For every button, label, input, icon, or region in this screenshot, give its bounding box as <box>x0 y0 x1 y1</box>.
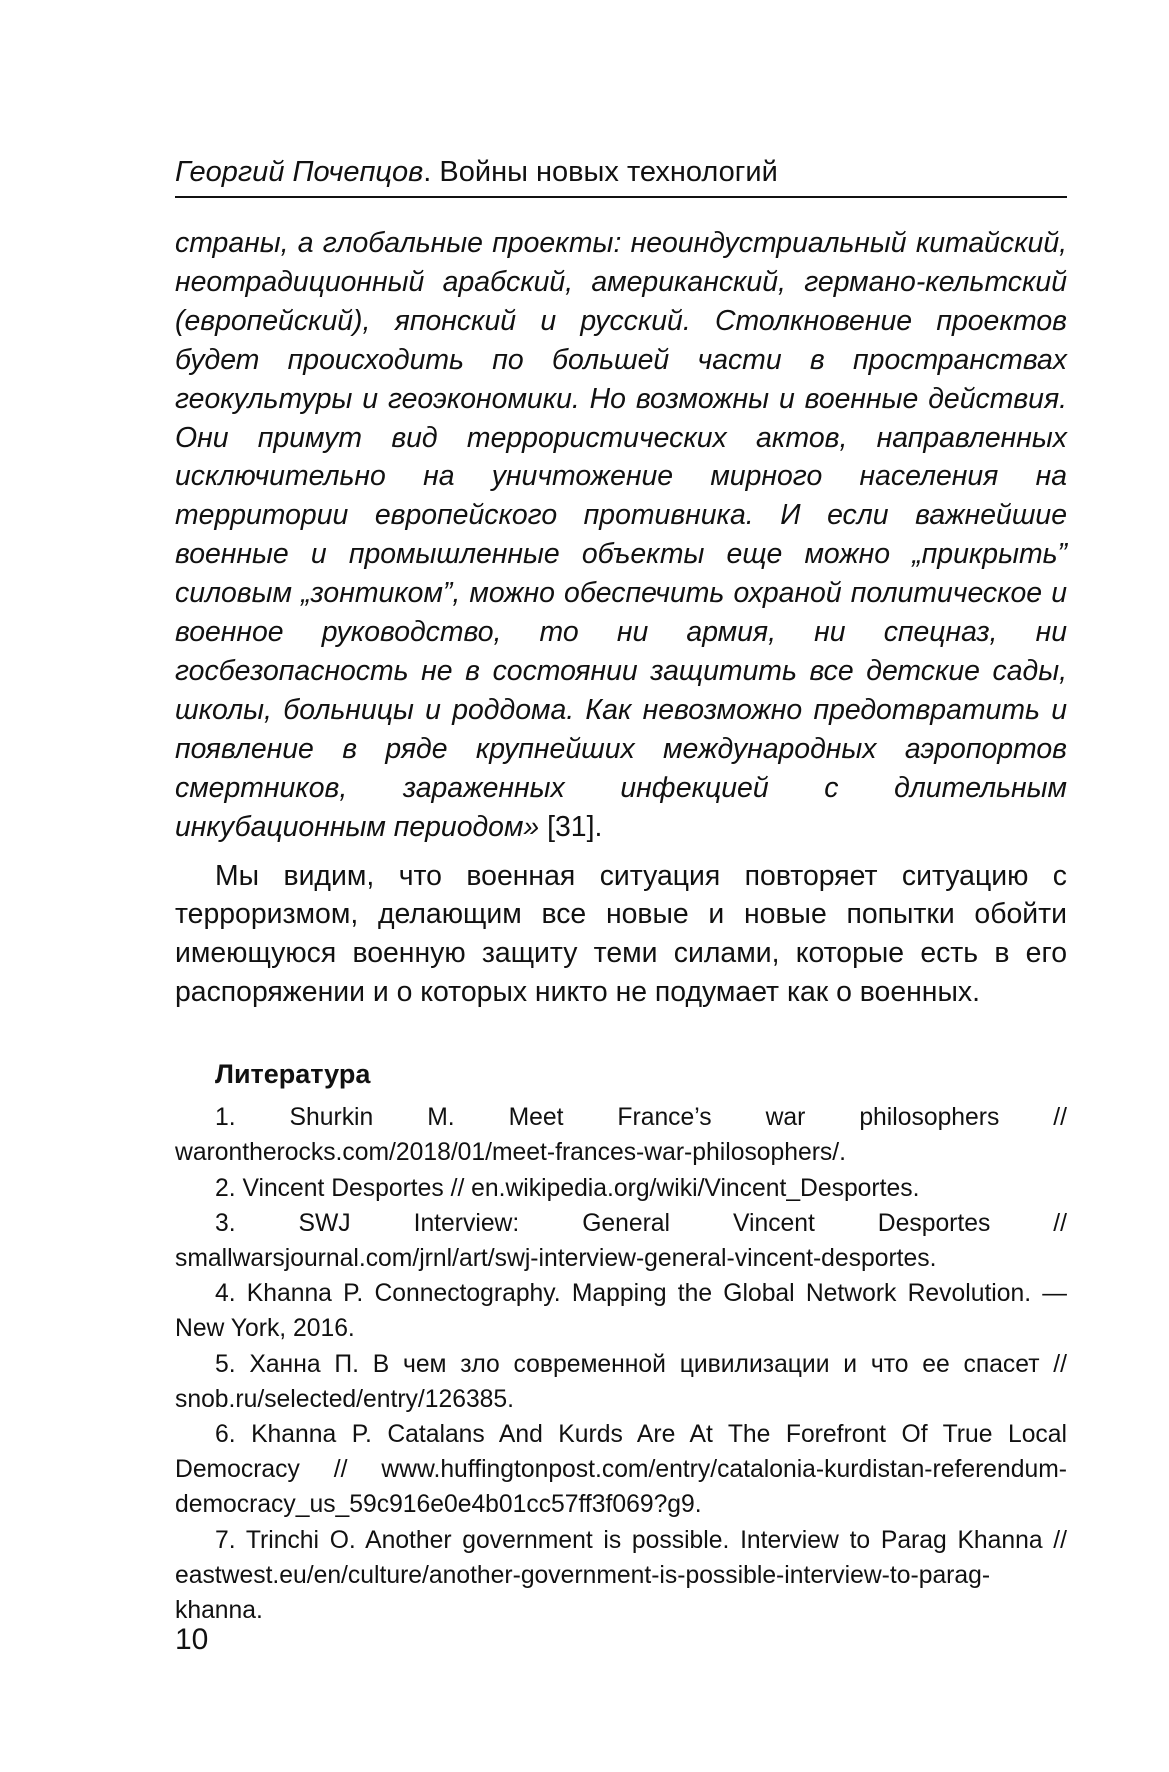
book-page <box>175 150 1067 1628</box>
reference-item: 7. Trinchi O. Another government is possible. Interview to Parag Khanna // eastwest.eu/en/culture/another-government-is-possible-interview-to-parag-khanna. <box>175 1526 1067 1624</box>
body-paragraph: Мы видим, что военная ситуация повторяет ситуацию с терроризмом, делающим все новые и новые попытки обойти имеющуюся военную защиту теми силами, которые есть в его распоряжении и о которых никто не подумает как о военных. <box>175 859 1067 1009</box>
reference-item: 2. Vincent Desportes // en.wikipedia.org/wiki/Vincent_Desportes. <box>215 1174 920 1202</box>
reference-item: 4. Khanna P. Connectography. Mapping the Global Network Revolution. — New York, 2016. <box>175 1280 1067 1343</box>
reference-item: 3. SWJ Interview: General Vincent Desportes // smallwarsjournal.com/jrnl/art/swj-interview-general-vincent-desportes. <box>175 1209 1067 1272</box>
quote-citation: [31]. <box>539 810 603 843</box>
reference-item: 6. Khanna P. Catalans And Kurds Are At The Forefront Of True Local Democracy // www.huffingtonpost.com/entry/catalonia-kurdistan-referendum-democracy_us_59c916e0e4b01cc57ff3f069?g9. <box>175 1420 1067 1519</box>
references-list <box>175 1100 1067 1628</box>
quote-text: страны, а глобальные проекты: неоиндустриальный китайский, неотрадиционный арабский, американский, германо-кельтский (европейский), японский и русский. Столкновение проектов будет происходить по большей части в пространствах геокультуры и геоэкономики. Но возможны и военные действия. Они примут вид террористических актов, направленных исключительно на уничтожение мирного населения на территории европейского противника. И если важнейшие военные и промышленные объекты еще можно „прикрыть” силовым „зонтиком”, можно обеспечить охраной политическое и военное руководство, то ни армия, ни спецназ, ни госбезопасность не в состоянии защитить все детские сады, школы, больницы и роддома. Как невозможно предотвратить и появление в ряде крупнейших международных аэропортов смертников, зараженных инфекцией с длительным инкубационным периодом» <box>175 227 1067 843</box>
header-author: Георгий Почепцов <box>175 156 424 188</box>
reference-item: 1. Shurkin M. Meet France’s war philosophers // warontherocks.com/2018/01/meet-frances-war-philosophers/. <box>175 1104 1067 1167</box>
quote-block <box>175 224 1067 847</box>
references-title: Литература <box>215 1059 371 1090</box>
header-separator: . <box>423 156 440 188</box>
header-book-title: Войны новых технологий <box>439 156 778 188</box>
running-header <box>175 150 1067 198</box>
body-text <box>175 224 1067 1628</box>
reference-item: 5. Ханна П. В чем зло современной цивилизации и что ее спасет // snob.ru/selected/entry/126385. <box>175 1350 1067 1413</box>
page-number: 10 <box>175 1623 209 1656</box>
